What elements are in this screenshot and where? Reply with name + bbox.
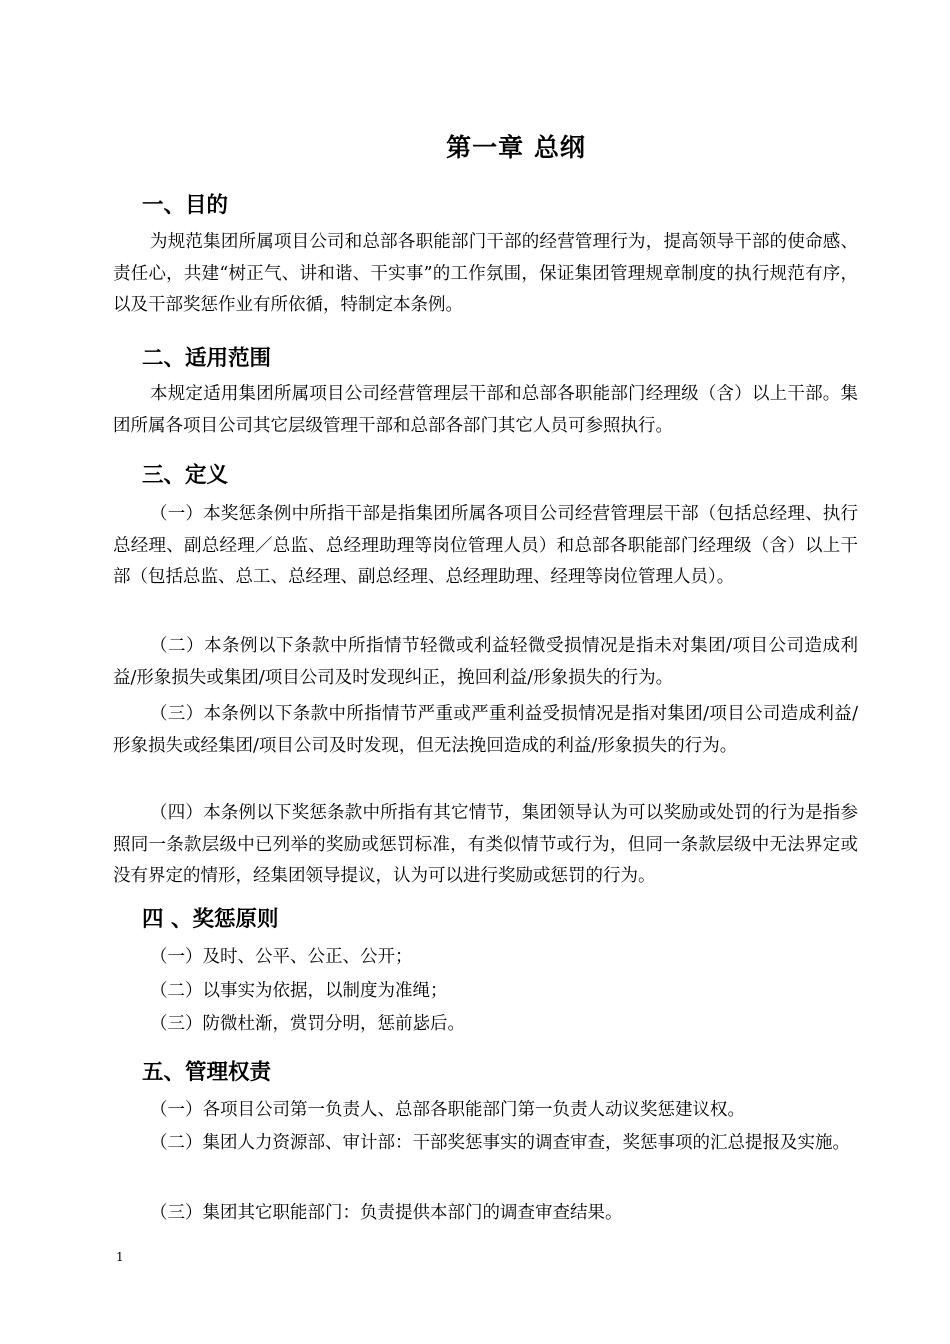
page-number: 1 xyxy=(116,1250,124,1264)
paragraph-scope: 本规定适用集团所属项目公司经营管理层干部和总部各职能部门经理级（含）以上干部。集团所属各项目公司其它层级管理干部和总部各部门其它人员可参照执行。 xyxy=(113,384,858,436)
paragraph-definition-2: （二）本条例以下条款中所指情节轻微或利益轻微受损情况是指未对集团/项目公司造成利益/形象损失或集团/项目公司及时发现纠正，挽回利益/形象损失的行为。 xyxy=(113,636,858,688)
principle-line-2: （二）以事实为依据，以制度为准绳； xyxy=(150,981,448,1001)
paragraph-responsibility-3: （三）集团其它职能部门：负责提供本部门的调查审查结果。 xyxy=(150,1203,623,1223)
paragraph-responsibility-1: （一）各项目公司第一负责人、总部各职能部门第一负责人动议奖惩建议权。 xyxy=(150,1100,745,1120)
section-heading-purpose: 一、目的 xyxy=(142,193,229,218)
chapter-title: 第一章 总纲 xyxy=(446,133,586,162)
paragraph-definition-1: （一）本奖惩条例中所指干部是指集团所属各项目公司经营管理层干部（包括总经理、执行总经理、副总经理／总监、总经理助理等岗位管理人员）和总部各职能部门经理级（含）以上干部（包括总监、总工、总经理、副总经理、总经理助理、经理等岗位管理人员）。 xyxy=(113,504,858,587)
principle-line-1: （一）及时、公平、公正、公开； xyxy=(150,947,413,967)
paragraph-definition-4: （四）本条例以下奖惩条款中所指有其它情节，集团领导认为可以奖励或处罚的行为是指参照同一条款层级中已列举的奖励或惩罚标准，有类似情节或行为，但同一条款层级中无法界定或没有界定的情形，经集团领导提议，认为可以进行奖励或惩罚的行为。 xyxy=(113,803,858,886)
paragraph-purpose: 为规范集团所属项目公司和总部各职能部门干部的经营管理行为，提高领导干部的使命感、责任心，共建“树正气、讲和谐、干实事”的工作氛围，保证集团管理规章制度的执行规范有序，以及干部奖惩作业有所依循，特制定本条例。 xyxy=(113,232,858,315)
section-heading-scope: 二、适用范围 xyxy=(142,346,272,371)
paragraph-definition-3: （三）本条例以下条款中所指情节严重或严重利益受损情况是指对集团/项目公司造成利益/形象损失或经集团/项目公司及时发现，但无法挽回造成的利益/形象损失的行为。 xyxy=(113,704,858,756)
section-heading-definition: 三、定义 xyxy=(142,463,229,488)
principle-line-3: （三）防微杜渐，赏罚分明，惩前毖后。 xyxy=(150,1014,465,1034)
paragraph-responsibility-2: （二）集团人力资源部、审计部：干部奖惩事实的调查审查，奖惩事项的汇总提报及实施。 xyxy=(150,1133,850,1153)
section-heading-principles: 四 、奖惩原则 xyxy=(142,907,279,932)
section-heading-responsibility: 五、管理权责 xyxy=(142,1060,272,1085)
